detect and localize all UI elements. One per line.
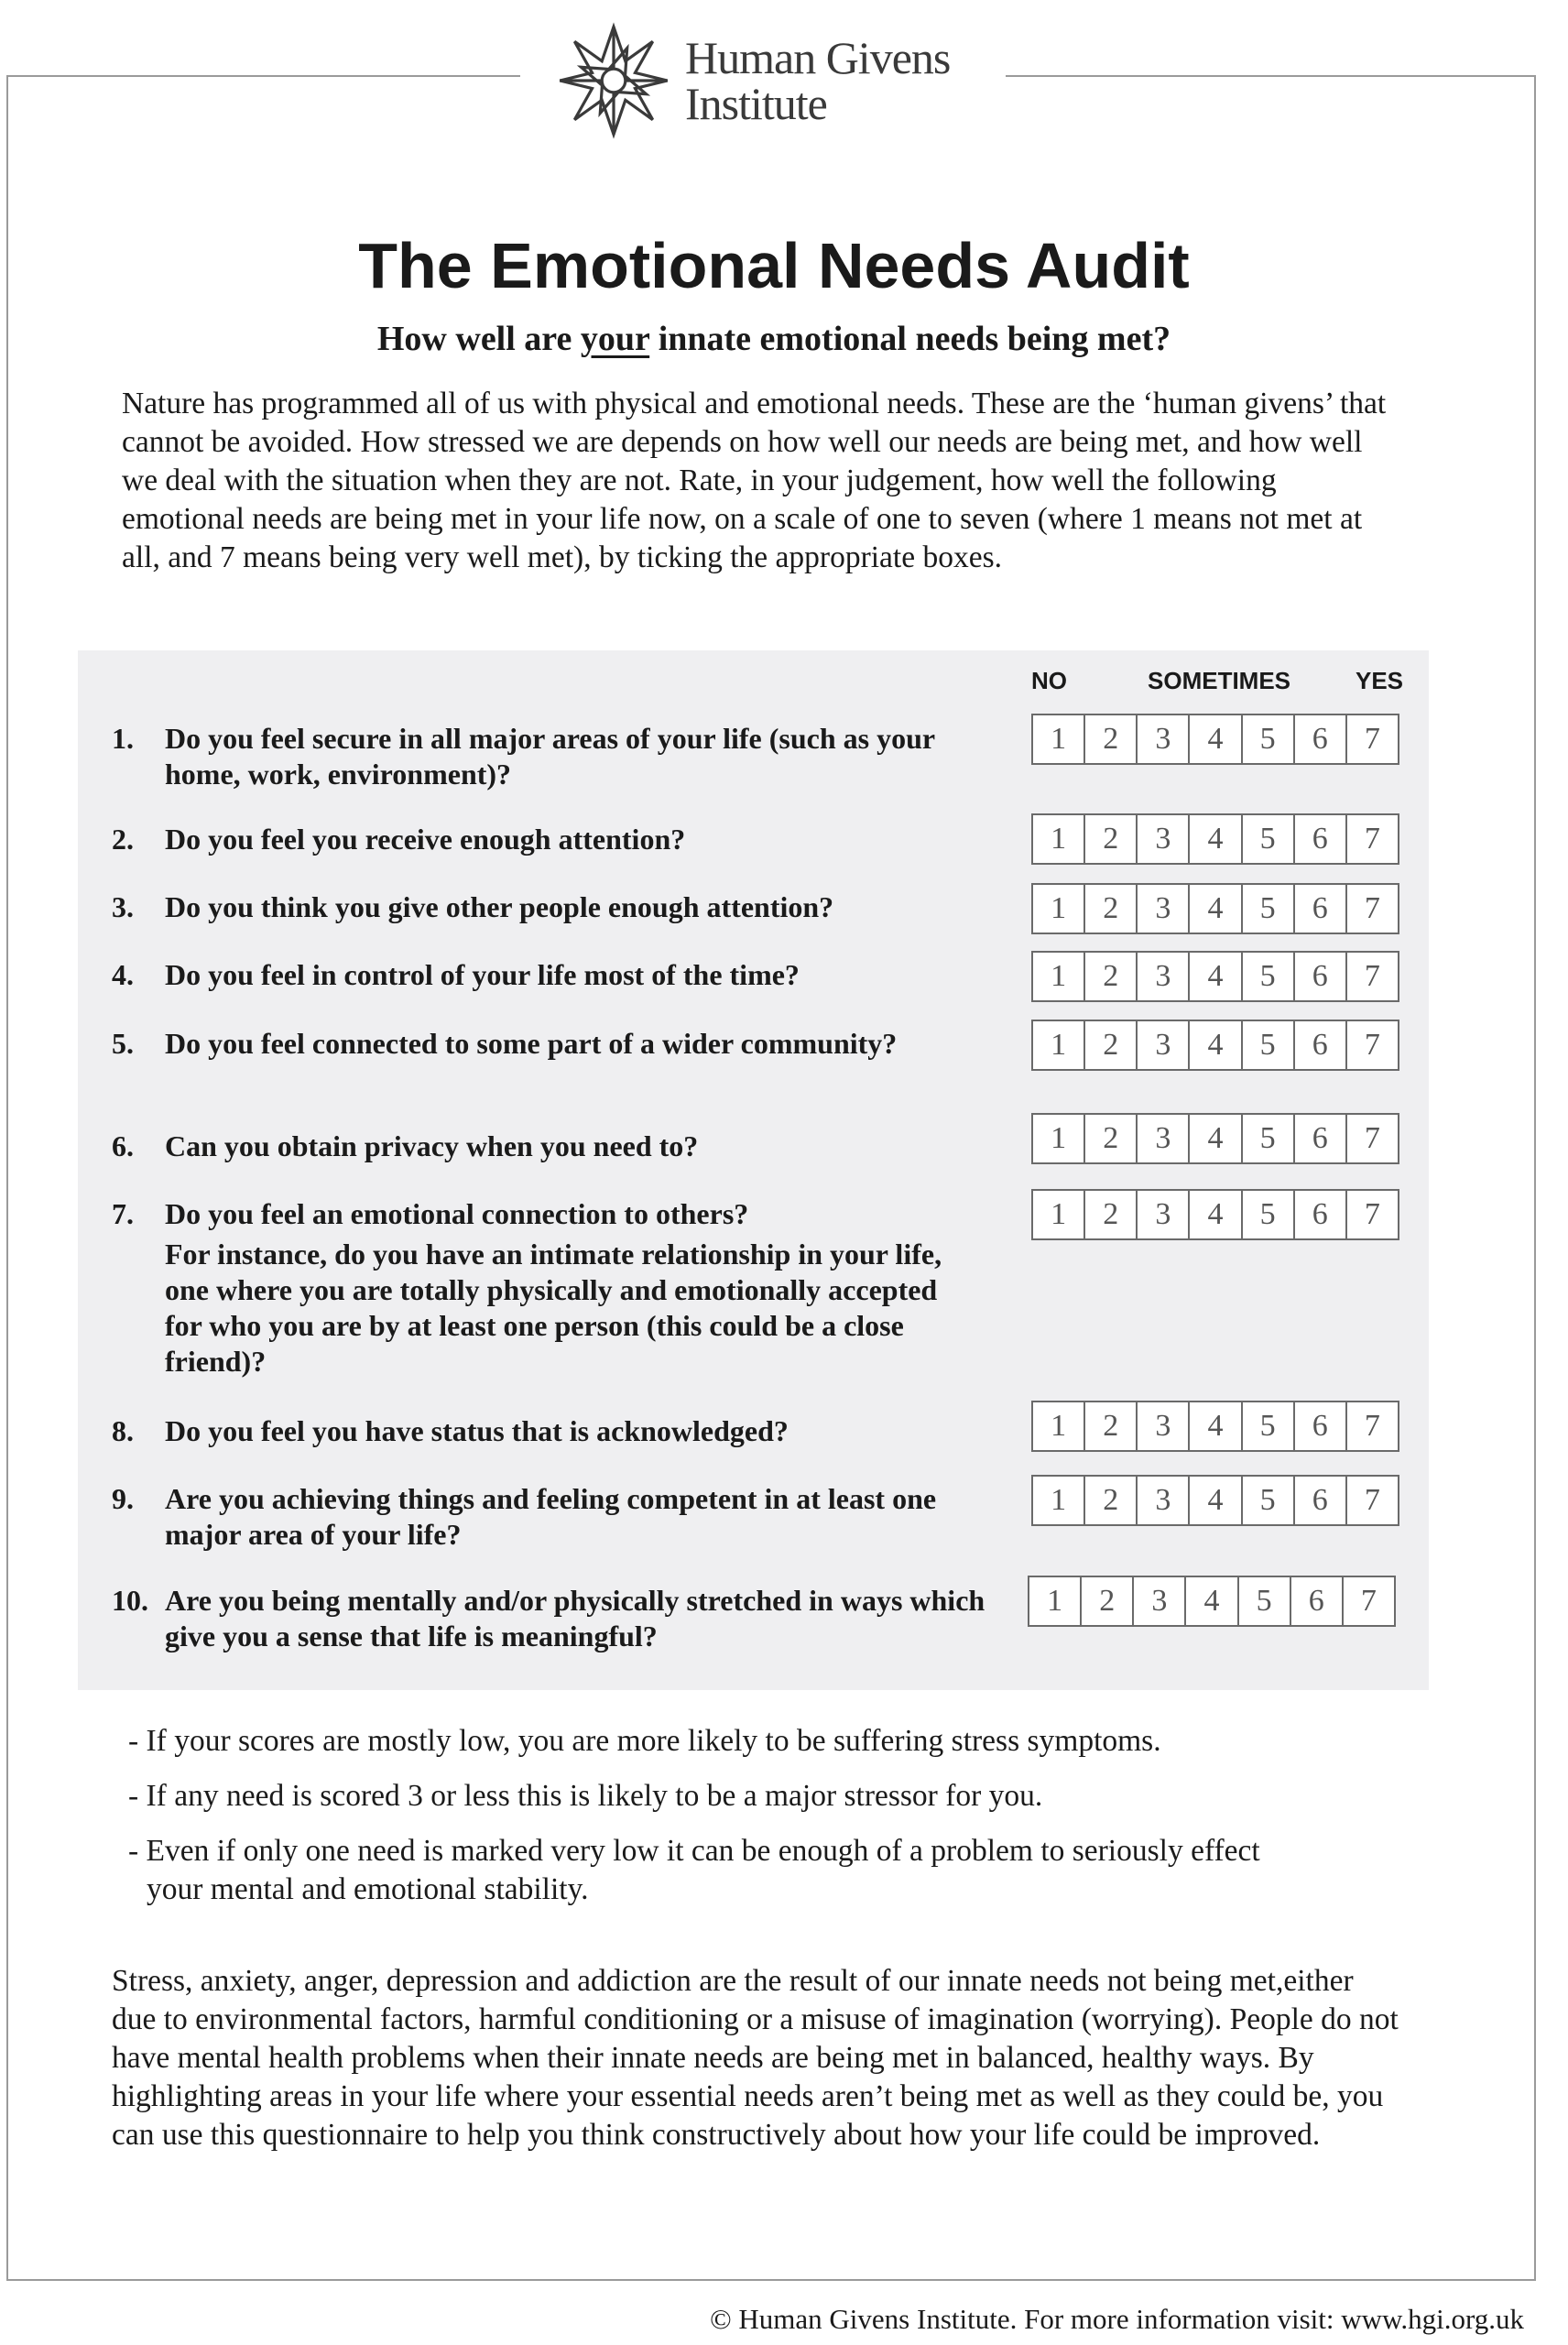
page-subtitle: [0, 319, 1548, 359]
question-number: 8.: [112, 1414, 134, 1447]
rating-box[interactable]: 2: [1085, 1021, 1138, 1069]
rating-box[interactable]: 5: [1243, 953, 1295, 1000]
rating-box[interactable]: 5: [1243, 715, 1295, 763]
rating-box[interactable]: 1: [1033, 1115, 1085, 1162]
rating-box[interactable]: 1: [1033, 815, 1085, 863]
question-number: 10.: [112, 1584, 148, 1617]
rating-box[interactable]: 3: [1138, 885, 1190, 933]
rating-box[interactable]: 3: [1138, 815, 1190, 863]
question-text: Do you feel you receive enough attention?: [165, 823, 686, 856]
rating-box[interactable]: 2: [1085, 815, 1138, 863]
rating-box[interactable]: 7: [1364, 822, 1380, 856]
rating-scale-q5: [1031, 1020, 1399, 1071]
rating-box[interactable]: 6: [1295, 953, 1347, 1000]
question-number: 1.: [112, 722, 134, 755]
rating-box[interactable]: 2: [1082, 1577, 1134, 1625]
rating-scale-q2: [1031, 813, 1399, 865]
rating-scale-q9: [1031, 1475, 1399, 1526]
rating-box[interactable]: 4: [1190, 1477, 1242, 1524]
question-detail: For instance, do you have an intimate relationship in your life, one where you are totally physically and emotionally accepted for who you are by at least one person (this could be a close friend)?: [165, 1238, 942, 1378]
rating-box[interactable]: 1: [1033, 1021, 1085, 1069]
question-number: 5.: [112, 1027, 134, 1060]
rating-box[interactable]: 7: [1364, 959, 1380, 993]
rating-box[interactable]: 6: [1295, 1021, 1347, 1069]
rating-box[interactable]: 6: [1295, 1191, 1347, 1238]
rating-scale-q7: [1031, 1189, 1399, 1240]
list-item: - Even if only one need is marked very low it can be enough of a problem to seriously effect your mental and emotional stability.: [128, 1834, 1260, 1906]
scale-label-yes: YES: [1356, 667, 1404, 694]
rating-box[interactable]: 7: [1364, 1483, 1380, 1517]
rating-box[interactable]: 5: [1243, 1191, 1295, 1238]
rating-box[interactable]: 3: [1138, 1477, 1190, 1524]
copyright-footer: © Human Givens Institute. For more information visit: www.hgi.org.uk: [710, 2303, 1524, 2335]
rating-box[interactable]: 4: [1190, 953, 1242, 1000]
rating-box[interactable]: 4: [1190, 1191, 1242, 1238]
rating-box[interactable]: 7: [1364, 1028, 1380, 1062]
rating-box[interactable]: 4: [1186, 1577, 1238, 1625]
list-item: - If any need is scored 3 or less this is likely to be a major stressor for you.: [128, 1779, 1043, 1813]
rating-box[interactable]: 6: [1291, 1577, 1344, 1625]
question-text: Do you feel in control of your life most of the time?: [165, 958, 800, 991]
rating-box[interactable]: 2: [1085, 715, 1138, 763]
subtitle-emphasis: your: [580, 320, 650, 358]
rating-box[interactable]: 2: [1085, 885, 1138, 933]
rating-box[interactable]: 1: [1033, 1477, 1085, 1524]
question-text: Do you feel you have status that is acknowledged?: [165, 1414, 789, 1447]
rating-box[interactable]: 2: [1085, 1115, 1138, 1162]
rating-box[interactable]: 5: [1243, 1115, 1295, 1162]
question-text: Do you feel secure in all major areas of your life (such as your home, work, environment)?: [165, 722, 935, 791]
star-flower-icon: [555, 22, 672, 139]
scale-label-sometimes: SOMETIMES: [1148, 667, 1291, 694]
rating-box[interactable]: 5: [1243, 1021, 1295, 1069]
rating-scale-q10: [1028, 1576, 1396, 1627]
rating-box[interactable]: 6: [1295, 815, 1347, 863]
rating-box[interactable]: 5: [1243, 1477, 1295, 1524]
rating-box[interactable]: 3: [1138, 1021, 1190, 1069]
question-text: Are you being mentally and/or physically stretched in ways which give you a sense that life is meaningful?: [165, 1584, 985, 1652]
org-name-line2: Institute: [685, 78, 827, 129]
rating-box[interactable]: 4: [1190, 1402, 1242, 1450]
rating-box[interactable]: 2: [1085, 1402, 1138, 1450]
rating-box[interactable]: 7: [1364, 1197, 1380, 1231]
question-text: Do you feel an emotional connection to others?: [165, 1197, 749, 1230]
rating-box[interactable]: 7: [1364, 891, 1380, 925]
list-item: - If your scores are mostly low, you are more likely to be suffering stress symptoms.: [128, 1724, 1161, 1758]
rating-box[interactable]: 5: [1243, 885, 1295, 933]
rating-box[interactable]: 7: [1364, 1121, 1380, 1155]
rating-box[interactable]: 6: [1295, 1477, 1347, 1524]
question-text: Can you obtain privacy when you need to?: [165, 1129, 699, 1162]
rating-scale-q1: [1031, 714, 1399, 765]
closing-paragraph: Stress, anxiety, anger, depression and addiction are the result of our innate needs not being met,either due to environmental factors, harmful conditioning or a misuse of imagination (worrying). People do not have mental health problems when their innate needs are being met in balanced, healthy ways. By highlighting areas in your life where your essential needs aren’t being met as well as they could be, you can use this questionnaire to help you think constructively about how your life could be improved.: [112, 1964, 1399, 2152]
question-number: 6.: [112, 1129, 134, 1162]
rating-box[interactable]: 1: [1033, 1191, 1085, 1238]
rating-box[interactable]: 1: [1033, 1402, 1085, 1450]
rating-box[interactable]: 6: [1295, 885, 1347, 933]
question-text: Are you achieving things and feeling competent in at least one major area of your life?: [165, 1482, 937, 1551]
subtitle-before: How well are: [376, 320, 581, 358]
rating-box[interactable]: 4: [1190, 885, 1242, 933]
rating-box[interactable]: 1: [1033, 715, 1085, 763]
rating-scale-q4: [1031, 951, 1399, 1002]
rating-scale-q3: [1031, 883, 1399, 934]
rating-box[interactable]: 7: [1364, 1409, 1380, 1443]
rating-box[interactable]: 2: [1085, 953, 1138, 1000]
org-name-line1: Human Givens: [685, 32, 951, 83]
rating-box[interactable]: 7: [1364, 722, 1380, 756]
rating-box[interactable]: 3: [1134, 1577, 1186, 1625]
rating-box[interactable]: 3: [1138, 1115, 1190, 1162]
rating-box[interactable]: 3: [1138, 953, 1190, 1000]
question-number: 9.: [112, 1482, 134, 1515]
rating-box[interactable]: 1: [1033, 953, 1085, 1000]
scale-label-no: NO: [1031, 667, 1067, 694]
rating-box[interactable]: 4: [1190, 715, 1242, 763]
rating-box[interactable]: 6: [1295, 715, 1347, 763]
rating-box[interactable]: 2: [1085, 1477, 1138, 1524]
rating-scale-q8: [1031, 1401, 1399, 1452]
rating-box[interactable]: 5: [1243, 815, 1295, 863]
score-guidance-list: [128, 1722, 1410, 1925]
rating-box[interactable]: 4: [1190, 1115, 1242, 1162]
question-number: 3.: [112, 890, 134, 923]
question-text: Do you think you give other people enough attention?: [165, 890, 834, 923]
rating-box[interactable]: 4: [1190, 815, 1242, 863]
rating-box[interactable]: 6: [1295, 1115, 1347, 1162]
page-title: The Emotional Needs Audit: [358, 230, 1190, 301]
rating-box[interactable]: 5: [1243, 1402, 1295, 1450]
rating-box[interactable]: 3: [1138, 1402, 1190, 1450]
logo: [520, 13, 1006, 148]
rating-box[interactable]: 1: [1029, 1577, 1082, 1625]
rating-box[interactable]: 3: [1138, 715, 1190, 763]
rating-scale-q6: [1031, 1113, 1399, 1164]
subtitle-after: innate emotional needs being met?: [649, 320, 1171, 358]
rating-box[interactable]: 3: [1138, 1191, 1190, 1238]
rating-box[interactable]: 5: [1239, 1577, 1291, 1625]
question-number: 2.: [112, 823, 134, 856]
rating-box[interactable]: 6: [1295, 1402, 1347, 1450]
question-number: 7.: [112, 1197, 134, 1230]
intro-paragraph: Nature has programmed all of us with physical and emotional needs. These are the ‘human givens’ that cannot be avoided. How stressed we are depends on how well our needs are being met, and how well we deal with the situation when they are not. Rate, in your judgement, how well the following emotional needs are being met in your life now, on a scale of one to seven (where 1 means not met at all, and 7 means being very well met), by ticking the appropriate boxes.: [122, 387, 1387, 574]
question-text: Do you feel connected to some part of a wider community?: [165, 1027, 898, 1060]
rating-box[interactable]: 4: [1190, 1021, 1242, 1069]
rating-box[interactable]: 2: [1085, 1191, 1138, 1238]
question-number: 4.: [112, 958, 134, 991]
rating-box[interactable]: 1: [1033, 885, 1085, 933]
rating-box[interactable]: 7: [1360, 1584, 1377, 1618]
